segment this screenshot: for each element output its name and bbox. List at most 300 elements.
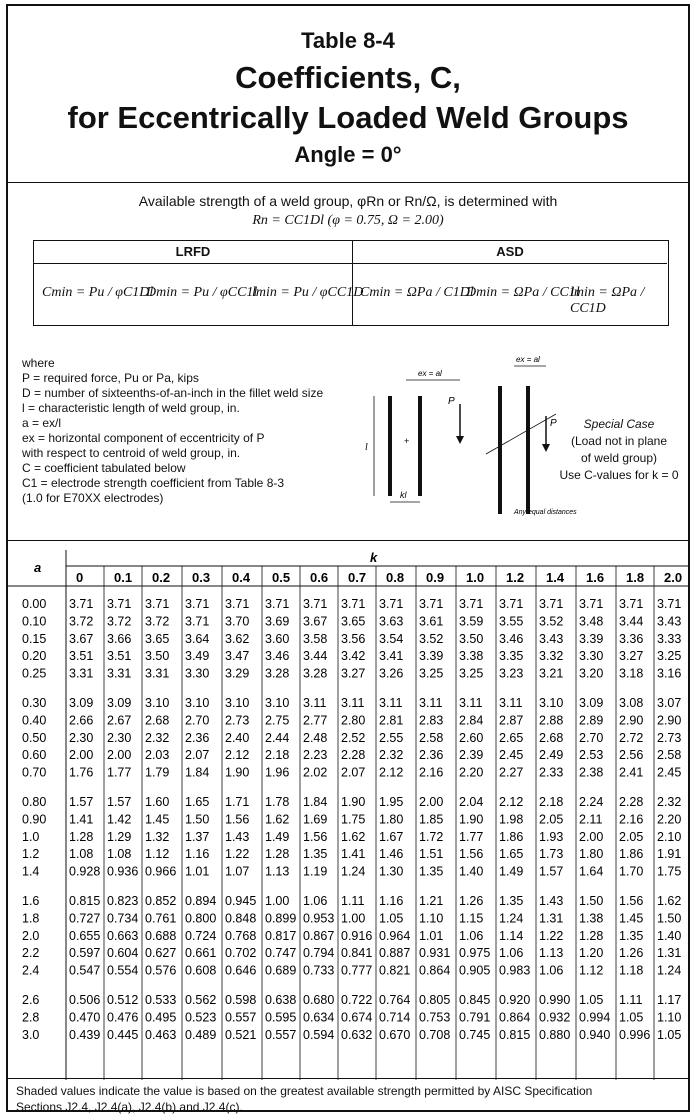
coefficient-cell: 2.32 <box>379 748 404 763</box>
coefficient-cell: 1.90 <box>341 795 366 809</box>
coefficient-cell: 3.60 <box>265 631 290 646</box>
coefficient-cell: 2.70 <box>185 713 210 728</box>
coefficient-cell: 2.28 <box>619 795 644 809</box>
coefficient-cell: 2.89 <box>579 713 604 728</box>
coefficient-cell: 3.10 <box>265 696 290 710</box>
coefficient-cell: 3.71 <box>619 597 644 611</box>
coefficient-cell: 3.54 <box>379 631 404 646</box>
coefficient-cell: 2.36 <box>419 748 444 763</box>
coefficient-cell: 3.32 <box>539 649 564 664</box>
coefficient-cell: 2.75 <box>265 713 290 728</box>
coefficient-cell: 3.66 <box>107 631 132 646</box>
coefficient-cell: 3.25 <box>459 666 484 681</box>
coefficient-cell: 3.31 <box>107 666 132 681</box>
coefficient-cell: 1.19 <box>303 864 328 879</box>
coefficient-cell: 2.90 <box>657 713 682 728</box>
coefficient-cell: 3.50 <box>145 649 170 664</box>
coefficient-cell: 2.00 <box>579 829 604 844</box>
coefficient-cell: 0.996 <box>619 1027 651 1042</box>
a-value: 1.6 <box>22 894 40 908</box>
coefficient-cell: 2.88 <box>539 713 564 728</box>
coefficient-cell: 1.35 <box>619 928 644 943</box>
coefficient-cell: 3.30 <box>579 649 604 664</box>
coefficient-cell: 1.85 <box>419 812 444 827</box>
coefficient-cell: 0.674 <box>341 1010 373 1025</box>
a-value: 1.4 <box>22 864 40 879</box>
coefficient-cell: 1.35 <box>303 847 328 862</box>
coefficient-cell: 3.11 <box>419 696 443 710</box>
coefficient-cell: 1.08 <box>69 847 94 862</box>
coefficient-cell: 0.928 <box>69 864 101 879</box>
coefficient-cell: 0.734 <box>107 911 139 926</box>
k-value-header: 0.4 <box>232 570 251 585</box>
coefficient-cell: 1.26 <box>619 946 644 961</box>
coefficient-cell: 1.56 <box>225 812 250 827</box>
coefficient-cell: 0.554 <box>107 963 139 978</box>
coefficient-cell: 3.71 <box>419 597 444 611</box>
coefficient-cell: 0.945 <box>225 894 257 908</box>
coefficient-cell: 1.93 <box>539 829 564 844</box>
coefficient-cell: 0.680 <box>303 993 335 1007</box>
coefficient-cell: 3.33 <box>657 631 682 646</box>
coefficient-cell: 0.815 <box>499 1027 531 1042</box>
coefficient-cell: 3.16 <box>657 666 682 681</box>
weld-group-diagram <box>348 346 577 526</box>
coefficient-cell: 1.10 <box>657 1010 682 1025</box>
coefficient-cell: 2.41 <box>619 765 644 780</box>
coefficient-cell: 1.90 <box>459 812 484 827</box>
k-value-header: 0.2 <box>152 570 171 585</box>
equation-box <box>33 240 669 326</box>
coefficient-cell: 0.470 <box>69 1010 101 1025</box>
coefficient-cell: 3.08 <box>619 696 644 710</box>
coefficient-grid <box>8 544 688 1084</box>
coefficient-cell: 1.95 <box>379 795 404 809</box>
coefficient-cell: 1.49 <box>499 864 524 879</box>
coefficient-cell: 0.864 <box>419 963 451 978</box>
coefficient-cell: 2.20 <box>657 812 682 827</box>
coefficient-cell: 2.00 <box>107 748 132 763</box>
angle-label: Angle = 0° <box>294 142 402 167</box>
coefficient-cell: 2.12 <box>499 795 524 809</box>
coefficient-cell: 3.11 <box>499 696 523 710</box>
coefficient-cell: 3.21 <box>539 666 564 681</box>
coefficient-cell: 3.65 <box>341 614 366 629</box>
coefficient-cell: 1.37 <box>185 829 210 844</box>
coefficient-cell: 0.805 <box>419 993 451 1007</box>
coefficient-cell: 2.05 <box>619 829 644 844</box>
coefficient-cell: 1.65 <box>499 847 524 862</box>
coefficient-cell: 3.27 <box>341 666 366 681</box>
coefficient-cell: 1.77 <box>459 829 484 844</box>
coefficient-cell: 3.69 <box>265 614 290 629</box>
coefficient-cell: 1.77 <box>107 765 132 780</box>
coefficient-cell: 3.58 <box>303 631 328 646</box>
lrfd-label: LRFD <box>175 244 211 259</box>
coefficient-cell: 3.46 <box>499 631 524 646</box>
coefficient-cell: 0.476 <box>107 1010 139 1025</box>
table-title-line2: for Eccentrically Loaded Weld Groups <box>67 100 629 135</box>
coefficient-cell: 3.25 <box>419 666 444 681</box>
coefficient-cell: 3.10 <box>539 696 564 710</box>
coefficient-cell: 0.899 <box>265 911 297 926</box>
coefficient-cell: 1.42 <box>107 812 132 827</box>
coefficient-cell: 2.00 <box>69 748 94 763</box>
coefficient-cell: 3.26 <box>379 666 404 681</box>
coefficient-cell: 1.01 <box>419 928 444 943</box>
coefficient-cell: 3.20 <box>579 666 604 681</box>
coefficient-cell: 2.28 <box>341 748 366 763</box>
coefficient-cell: 1.90 <box>225 765 250 780</box>
k-value-header: 1.6 <box>586 570 605 585</box>
coefficient-cell: 3.71 <box>107 597 132 611</box>
coefficient-cell: 2.80 <box>341 713 366 728</box>
a-value: 2.2 <box>22 946 40 961</box>
coefficient-cell: 1.71 <box>225 795 250 809</box>
coefficient-cell: 1.80 <box>579 847 604 862</box>
coefficient-cell: 2.12 <box>379 765 404 780</box>
coefficient-cell: 1.13 <box>539 946 564 961</box>
coefficient-cell: 0.523 <box>185 1010 217 1025</box>
coefficient-cell: 0.841 <box>341 946 373 961</box>
coefficient-cell: 2.73 <box>225 713 250 728</box>
coefficient-cell: 1.86 <box>619 847 644 862</box>
coefficient-cell: 1.65 <box>185 795 210 809</box>
ex-label-1: ex = al <box>418 369 442 378</box>
coefficient-cell: 2.30 <box>69 730 94 745</box>
where-line: a = ex/l <box>22 416 62 430</box>
coefficient-cell: 0.817 <box>265 928 297 943</box>
coefficient-cell: 1.57 <box>69 795 94 809</box>
divider <box>8 1078 688 1079</box>
coefficient-cell: 2.20 <box>459 765 484 780</box>
coefficient-cell: 0.761 <box>145 911 177 926</box>
centroid-mark: + <box>404 436 410 446</box>
coefficient-cell: 1.18 <box>619 963 644 978</box>
coefficient-cell: 3.44 <box>619 614 644 629</box>
coefficient-cell: 0.990 <box>539 993 571 1007</box>
lrfd-cmin: Cmin = Pu / φC1Dl <box>42 285 154 300</box>
a-value: 0.90 <box>22 812 47 827</box>
a-value: 1.8 <box>22 911 40 926</box>
coefficient-cell: 3.28 <box>265 666 290 681</box>
a-value: 0.40 <box>22 713 47 728</box>
coefficient-cell: 3.51 <box>107 649 132 664</box>
k-value-header: 1.2 <box>506 570 525 585</box>
coefficient-cell: 3.71 <box>539 597 564 611</box>
coefficient-cell: 3.71 <box>459 597 484 611</box>
divider <box>8 182 688 183</box>
k-value-header: 0.8 <box>386 570 405 585</box>
coefficient-cell: 0.661 <box>185 946 217 961</box>
k-value-header: 1.0 <box>466 570 485 585</box>
coefficient-cell: 0.931 <box>419 946 451 961</box>
intro-line2: Rn = CC1Dl (φ = 0.75, Ω = 2.00) <box>252 213 444 228</box>
coefficient-cell: 0.794 <box>303 946 335 961</box>
where-line: C = coefficient tabulated below <box>22 461 186 475</box>
coefficient-cell: 0.627 <box>145 946 177 961</box>
load-arrowhead-1 <box>456 436 464 444</box>
coefficient-cell: 0.920 <box>499 993 531 1007</box>
coefficient-cell: 3.11 <box>459 696 483 710</box>
coefficient-cell: 3.47 <box>225 649 250 664</box>
coefficient-cell: 2.16 <box>419 765 444 780</box>
coefficient-cell: 2.36 <box>185 730 210 745</box>
asd-dmin: Dmin = ΩPa / CC1l <box>466 285 580 300</box>
k-value-header: 2.0 <box>664 570 683 585</box>
coefficient-cell: 3.71 <box>185 597 210 611</box>
coefficient-cell: 3.52 <box>419 631 444 646</box>
coefficient-cell: 2.52 <box>341 730 366 745</box>
coefficient-cell: 3.11 <box>341 696 365 710</box>
coefficient-cell: 0.562 <box>185 993 217 1007</box>
k-value-header: 1.4 <box>546 570 565 585</box>
coefficient-cell: 1.14 <box>499 928 524 943</box>
coefficient-cell: 1.51 <box>419 847 444 862</box>
coefficient-cell: 0.463 <box>145 1027 177 1042</box>
coefficient-cell: 1.06 <box>539 963 564 978</box>
coefficient-cell: 1.60 <box>145 795 170 809</box>
coefficient-cell: 1.20 <box>579 946 604 961</box>
coefficient-cell: 3.09 <box>579 696 604 710</box>
a-value: 3.0 <box>22 1027 40 1042</box>
coefficient-cell: 3.71 <box>379 597 404 611</box>
coefficient-cell: 0.598 <box>225 993 257 1007</box>
p-label-1: P <box>448 396 455 407</box>
coefficient-cell: 1.96 <box>265 765 290 780</box>
coefficient-cell: 0.521 <box>225 1027 257 1042</box>
coefficient-cell: 2.12 <box>225 748 250 763</box>
intro-line1: Available strength of a weld group, φRn or Rn/Ω, is determined with <box>138 193 558 209</box>
coefficient-cell: 1.40 <box>657 928 682 943</box>
coefficient-cell: 0.576 <box>145 963 177 978</box>
coefficient-cell: 1.41 <box>341 847 366 862</box>
coefficient-cell: 2.68 <box>539 730 564 745</box>
coefficient-cell: 1.10 <box>419 911 444 926</box>
coefficient-cell: 1.40 <box>459 864 484 879</box>
where-line: ex = horizontal component of eccentricity of P <box>22 431 265 445</box>
coefficient-cell: 1.86 <box>499 829 524 844</box>
coefficient-cell: 1.16 <box>185 847 210 862</box>
coefficient-cell: 1.41 <box>69 812 94 827</box>
coefficient-cell: 0.953 <box>303 911 335 926</box>
coefficient-cell: 3.52 <box>539 614 564 629</box>
k-value-header: 0.9 <box>426 570 445 585</box>
special-case-line: Use C-values for k = 0 <box>559 468 679 482</box>
coefficient-cell: 1.62 <box>657 894 682 908</box>
coefficient-cell: 3.71 <box>579 597 604 611</box>
k-value-header: 0.5 <box>272 570 291 585</box>
coefficient-cell: 2.05 <box>539 812 564 827</box>
coefficient-cell: 1.24 <box>341 864 366 879</box>
a-value: 0.25 <box>22 666 47 681</box>
coefficient-cell: 3.23 <box>499 666 524 681</box>
k-value-header: 0.6 <box>310 570 329 585</box>
coefficient-cell: 1.38 <box>579 911 604 926</box>
p-label-2: P <box>550 418 557 429</box>
coefficient-cell: 1.32 <box>145 829 170 844</box>
coefficient-cell: 3.42 <box>341 649 366 664</box>
coefficient-cell: 3.30 <box>185 666 210 681</box>
coefficient-cell: 2.10 <box>657 829 682 844</box>
coefficient-cell: 2.66 <box>69 713 94 728</box>
coefficient-cell: 1.78 <box>265 795 290 809</box>
coefficient-cell: 2.49 <box>539 748 564 763</box>
coefficient-cell: 0.594 <box>303 1027 335 1042</box>
coefficient-cell: 3.39 <box>419 649 444 664</box>
where-line: l = characteristic length of weld group, in. <box>22 401 240 415</box>
k-value-header: 1.8 <box>626 570 645 585</box>
coefficient-cell: 1.84 <box>185 765 210 780</box>
coefficient-cell: 1.26 <box>459 894 484 908</box>
footnote-line1: Shaded values indicate the value is based on the greatest available strength permitted by AISC Specification <box>16 1084 593 1098</box>
title-block <box>8 6 688 182</box>
coefficient-cell: 2.58 <box>419 730 444 745</box>
coefficient-cell: 1.28 <box>69 829 94 844</box>
coefficient-cell: 3.43 <box>539 631 564 646</box>
coefficient-cell: 1.01 <box>185 864 210 879</box>
coefficient-cell: 2.39 <box>459 748 484 763</box>
coefficient-cell: 2.48 <box>303 730 328 745</box>
coefficient-cell: 3.72 <box>69 614 94 629</box>
coefficient-cell: 1.50 <box>579 894 604 908</box>
a-value: 0.30 <box>22 696 47 710</box>
a-value: 2.4 <box>22 963 40 978</box>
coefficient-cell: 0.864 <box>499 1010 531 1025</box>
coefficient-cell: 0.764 <box>379 993 411 1007</box>
coefficient-cell: 2.58 <box>657 748 682 763</box>
coefficient-cell: 2.56 <box>619 748 644 763</box>
variable-definitions <box>22 356 362 506</box>
coefficient-cell: 1.00 <box>341 911 366 926</box>
coefficient-cell: 0.632 <box>341 1027 373 1042</box>
coefficient-cell: 0.800 <box>185 911 217 926</box>
coefficient-cell: 3.71 <box>341 597 366 611</box>
coefficient-cell: 3.50 <box>459 631 484 646</box>
l-label: l <box>365 442 368 453</box>
coefficient-cell: 3.55 <box>499 614 524 629</box>
coefficient-cell: 1.45 <box>619 911 644 926</box>
coefficient-cell: 2.04 <box>459 795 484 809</box>
coefficient-cell: 3.71 <box>303 597 328 611</box>
coefficient-cell: 1.62 <box>341 829 366 844</box>
coefficient-cell: 1.80 <box>379 812 404 827</box>
coefficient-cell: 0.936 <box>107 864 139 879</box>
coefficient-cell: 2.87 <box>499 713 524 728</box>
coefficient-cell: 3.09 <box>69 696 94 710</box>
coefficient-cell: 1.22 <box>539 928 564 943</box>
coefficient-cell: 0.745 <box>459 1027 491 1042</box>
coefficient-cell: 3.65 <box>145 631 170 646</box>
coefficient-cell: 1.11 <box>341 894 365 908</box>
coefficient-cell: 0.966 <box>145 864 177 879</box>
coefficient-cell: 0.964 <box>379 928 411 943</box>
coefficient-cell: 3.10 <box>185 696 210 710</box>
coefficient-cell: 1.08 <box>107 847 132 862</box>
coefficient-cell: 2.53 <box>579 748 604 763</box>
coefficient-cell: 1.28 <box>265 847 290 862</box>
coefficient-cell: 2.45 <box>499 748 524 763</box>
coefficient-cell: 0.495 <box>145 1010 177 1025</box>
coefficient-cell: 3.59 <box>459 614 484 629</box>
a-value: 0.15 <box>22 631 47 646</box>
coefficient-cell: 3.11 <box>303 696 327 710</box>
coefficient-cell: 2.90 <box>619 713 644 728</box>
footnote-line2: Sections J2.4, J2.4(a), J2.4(b) and J2.4(c). <box>16 1100 243 1114</box>
coefficient-cell: 3.07 <box>657 696 682 710</box>
coefficient-cell: 0.655 <box>69 928 101 943</box>
coefficient-cell: 0.604 <box>107 946 139 961</box>
coefficient-cell: 3.41 <box>379 649 404 664</box>
coefficient-cell: 1.17 <box>657 993 682 1007</box>
coefficient-cell: 0.724 <box>185 928 217 943</box>
table-number: Table 8-4 <box>301 28 395 53</box>
coefficient-cell: 0.595 <box>265 1010 297 1025</box>
intro-text <box>8 192 688 230</box>
coefficient-cell: 0.489 <box>185 1027 217 1042</box>
coefficient-cell: 1.31 <box>539 911 564 926</box>
coefficient-cell: 0.506 <box>69 993 101 1007</box>
coefficient-cell: 3.28 <box>303 666 328 681</box>
coefficient-cell: 1.43 <box>539 894 564 908</box>
a-value: 2.6 <box>22 993 40 1007</box>
coefficient-cell: 1.56 <box>303 829 328 844</box>
coefficient-cell: 0.848 <box>225 911 257 926</box>
coefficient-cell: 2.67 <box>107 713 132 728</box>
coefficient-cell: 0.852 <box>145 894 177 908</box>
coefficient-cell: 3.48 <box>579 614 604 629</box>
coefficient-cell: 3.25 <box>657 649 682 664</box>
coefficient-cell: 3.51 <box>69 649 94 664</box>
a-value: 2.8 <box>22 1010 40 1025</box>
coefficient-cell: 1.56 <box>619 894 644 908</box>
coefficient-cell: 1.69 <box>303 812 328 827</box>
coefficient-cell: 2.68 <box>145 713 170 728</box>
coefficient-cell: 1.76 <box>69 765 94 780</box>
coefficient-cell: 0.727 <box>69 911 101 926</box>
k-value-header: 0.3 <box>192 570 211 585</box>
coefficient-cell: 3.71 <box>657 597 682 611</box>
table-title-line1: Coefficients, C, <box>235 60 461 95</box>
coefficient-cell: 2.30 <box>107 730 132 745</box>
coefficient-cell: 3.71 <box>69 597 94 611</box>
coefficient-cell: 2.65 <box>499 730 524 745</box>
a-value: 0.50 <box>22 730 47 745</box>
coefficient-cell: 2.07 <box>341 765 366 780</box>
special-case-line: of weld group) <box>580 451 658 465</box>
coefficient-cell: 3.38 <box>459 649 484 664</box>
coefficient-cell: 2.07 <box>185 748 210 763</box>
coefficient-cell: 3.31 <box>69 666 94 681</box>
coefficient-cell: 3.11 <box>379 696 403 710</box>
coefficient-cell: 2.38 <box>579 765 604 780</box>
a-value: 0.80 <box>22 795 47 809</box>
coefficient-cell: 0.533 <box>145 993 177 1007</box>
coefficient-cell: 3.29 <box>225 666 250 681</box>
coefficient-cell: 1.31 <box>657 946 682 961</box>
k-header: k <box>370 550 378 565</box>
coefficient-cell: 3.10 <box>225 696 250 710</box>
coefficient-cell: 3.36 <box>619 631 644 646</box>
coefficient-cell: 0.670 <box>379 1027 411 1042</box>
coefficient-cell: 0.722 <box>341 993 373 1007</box>
coefficient-cell: 0.688 <box>145 928 177 943</box>
coefficient-cell: 3.61 <box>419 614 444 629</box>
kl-label: kl <box>400 490 407 500</box>
coefficient-cell: 1.67 <box>379 829 404 844</box>
coefficient-cell: 1.75 <box>341 812 366 827</box>
coefficient-cell: 1.24 <box>657 963 682 978</box>
